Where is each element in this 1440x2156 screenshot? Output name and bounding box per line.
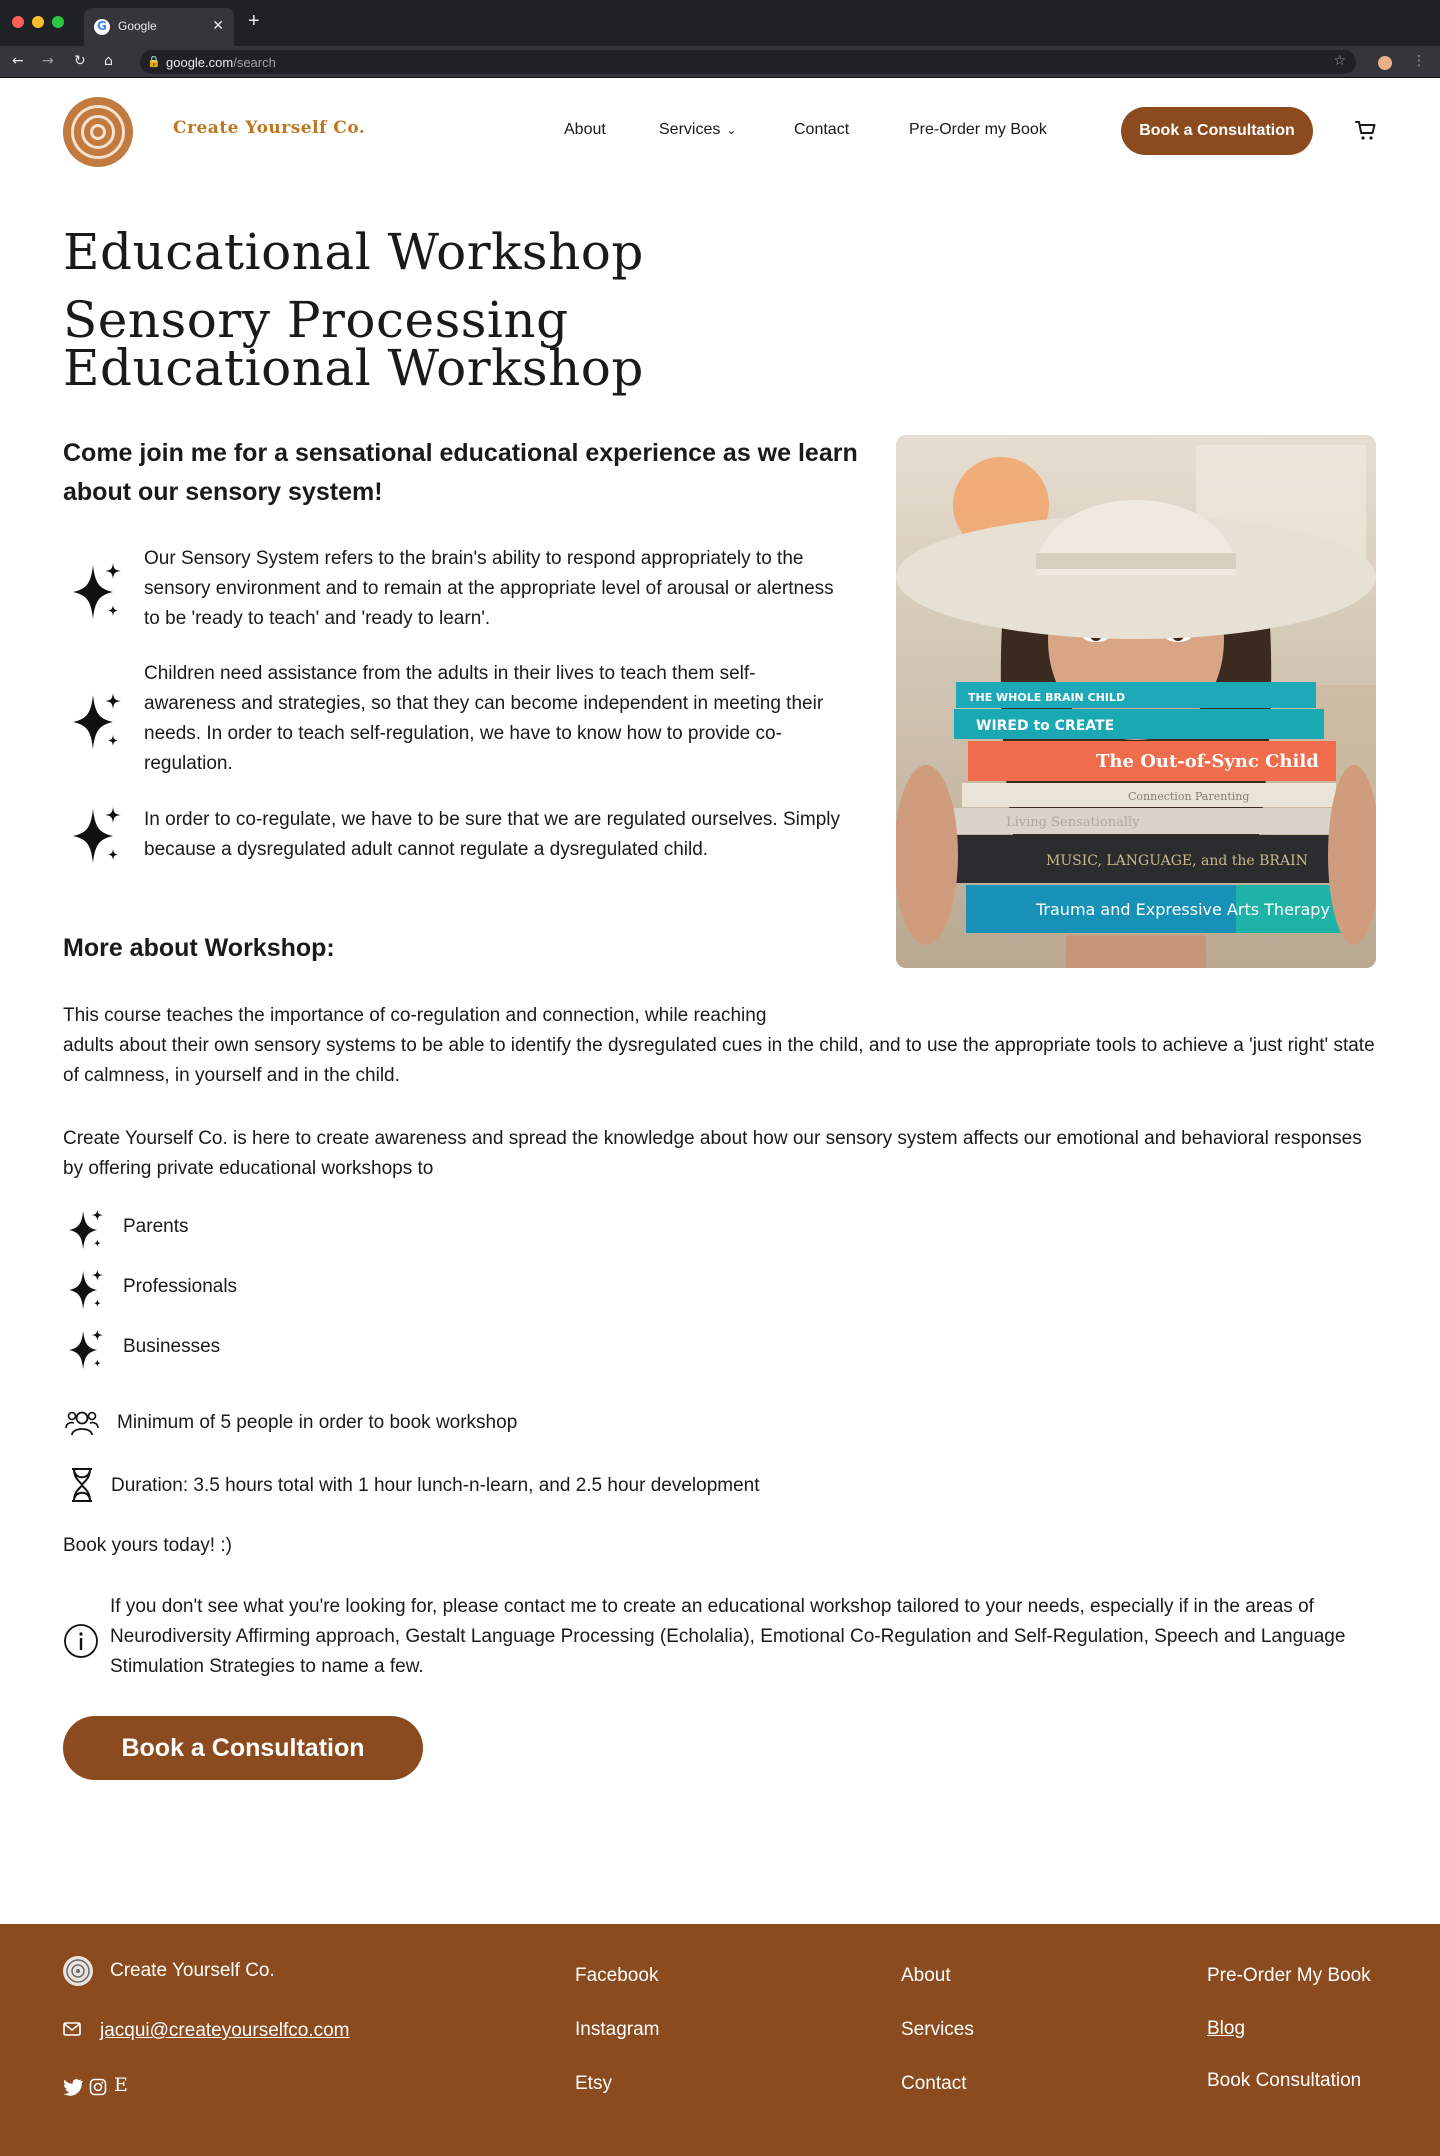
people-icon bbox=[65, 1407, 99, 1439]
info-icon bbox=[63, 1623, 99, 1659]
minimum-text: Minimum of 5 people in order to book workshop bbox=[117, 1412, 518, 1433]
etsy-icon[interactable]: E bbox=[114, 2074, 128, 2096]
forward-icon[interactable]: → bbox=[42, 53, 54, 69]
header-book-consultation-button[interactable]: Book a Consultation bbox=[1121, 107, 1313, 155]
hourglass-icon bbox=[70, 1467, 94, 1503]
book-spine-title: WIRED to CREATE bbox=[976, 718, 1115, 734]
site-brand-name[interactable]: Create Yourself Co. bbox=[173, 118, 366, 138]
course-paragraph-line1: This course teaches the importance of co-regulation and connection, while reaching bbox=[63, 1005, 767, 1026]
hero-photo bbox=[896, 435, 1376, 968]
cart-icon[interactable] bbox=[1354, 119, 1378, 143]
mail-icon bbox=[63, 2022, 81, 2036]
tab-close-icon[interactable]: ✕ bbox=[212, 17, 224, 33]
lead-text: Come join me for a sensational educational experience as we learn about our sensory system! bbox=[63, 439, 858, 506]
nav-about[interactable]: About bbox=[564, 121, 606, 138]
site-logo-icon[interactable] bbox=[63, 97, 133, 167]
footer-link-services[interactable]: Services bbox=[901, 2019, 974, 2040]
sparkle-icon bbox=[66, 1328, 106, 1372]
lock-icon: 🔒 bbox=[147, 55, 161, 68]
book-spine-title: Trauma and Expressive Arts Therapy bbox=[1036, 900, 1330, 919]
url-text[interactable] bbox=[166, 55, 276, 70]
awareness-paragraph: Create Yourself Co. is here to create awareness and spread the knowledge about how our sensory system affects our emotional and behavioral responses by offering private educational workshops to bbox=[63, 1128, 1362, 1179]
list-item bbox=[63, 805, 840, 871]
duration-text: Duration: 3.5 hours total with 1 hour lunch-n-learn, and 2.5 hour development bbox=[111, 1475, 760, 1496]
footer-link-etsy[interactable]: Etsy bbox=[575, 2073, 612, 2094]
browser-toolbar bbox=[0, 46, 1440, 78]
audience-label: Professionals bbox=[123, 1276, 238, 1297]
info-note bbox=[63, 1592, 1383, 1688]
bullet-text: In order to co-regulate, we have to be sure that we are regulated ourselves. Simply because a dysregulated adult cannot regulate a dysregulated child. bbox=[144, 809, 840, 860]
page-title: Educational Workshop bbox=[63, 223, 644, 281]
sparkle-icon bbox=[71, 805, 123, 867]
profile-avatar[interactable] bbox=[1378, 56, 1392, 70]
bullet-text: Children need assistance from the adults in their lives to teach them self-awareness and strategies, so that they can become independent in meeting their needs. In order to teach self-regulation, we have to know how to provide co-regulation. bbox=[144, 663, 824, 774]
window-minimize-button[interactable] bbox=[32, 16, 44, 28]
sparkle-icon bbox=[66, 1208, 106, 1252]
sparkle-icon bbox=[71, 691, 123, 753]
footer-link-facebook[interactable]: Facebook bbox=[575, 1965, 659, 1986]
course-paragraph: adults about their own sensory systems to be able to identify the dysregulated cues in the child, and to use the appropriate tools to achieve a 'just right' state of calmness, in yourself and in the child. bbox=[63, 1035, 1375, 1086]
address-bar[interactable] bbox=[140, 50, 1356, 74]
book-spine-title: The Out-of-Sync Child bbox=[1096, 751, 1319, 772]
url-host: google.com bbox=[166, 55, 234, 70]
footer-link-instagram[interactable]: Instagram bbox=[575, 2019, 660, 2040]
page-subtitle: Sensory Processing Educational Workshop bbox=[63, 291, 644, 397]
instagram-icon[interactable] bbox=[89, 2078, 107, 2096]
home-icon[interactable]: ⌂ bbox=[104, 53, 113, 69]
bookmark-star-icon[interactable]: ☆ bbox=[1333, 53, 1346, 69]
book-today-text: Book yours today! :) bbox=[63, 1535, 232, 1556]
footer-brand: Create Yourself Co. bbox=[110, 1960, 275, 1981]
footer-link-blog[interactable]: Blog bbox=[1207, 2018, 1246, 2039]
sparkle-icon bbox=[71, 561, 123, 623]
window-close-button[interactable] bbox=[12, 16, 24, 28]
book-spine-title: THE WHOLE BRAIN CHILD bbox=[968, 691, 1126, 704]
swirl-logo-icon bbox=[63, 1956, 93, 1986]
section-heading: More about Workshop: bbox=[63, 934, 335, 962]
footer-link-contact[interactable]: Contact bbox=[901, 2073, 967, 2094]
nav-services-label: Services bbox=[659, 121, 721, 138]
book-spine-title: MUSIC, LANGUAGE, and the BRAIN bbox=[1046, 853, 1308, 869]
list-item bbox=[63, 544, 833, 636]
twitter-icon[interactable] bbox=[63, 2078, 83, 2096]
google-favicon-icon: G bbox=[94, 19, 110, 35]
chevron-down-icon: ⌄ bbox=[726, 123, 737, 137]
browser-menu-icon[interactable]: ⋮ bbox=[1412, 52, 1426, 68]
tab-title: Google bbox=[118, 19, 157, 33]
window-zoom-button[interactable] bbox=[52, 16, 64, 28]
sparkle-icon bbox=[66, 1268, 106, 1312]
footer-logo-icon[interactable] bbox=[63, 1956, 93, 1986]
footer-link-book-consultation[interactable]: Book Consultation bbox=[1207, 2070, 1362, 2091]
footer-link-preorder[interactable]: Pre-Order My Book bbox=[1207, 1965, 1371, 1986]
audience-label: Parents bbox=[123, 1216, 189, 1237]
audience-label: Businesses bbox=[123, 1336, 221, 1357]
list-item bbox=[63, 659, 833, 781]
nav-services[interactable] bbox=[659, 121, 736, 139]
woman-with-books-image bbox=[896, 435, 1376, 968]
book-consultation-button[interactable]: Book a Consultation bbox=[63, 1716, 423, 1780]
nav-preorder[interactable]: Pre-Order my Book bbox=[909, 121, 1047, 138]
back-icon[interactable]: ← bbox=[12, 53, 24, 69]
info-note-text: If you don't see what you're looking for, please contact me to create an educational workshop tailored to your needs, especially if in the areas of Neurodiversity Affirming approach, Gestalt Language Processing (Echolalia), Emotional Co-Regulation and Self-Regulation, Speech and Language Stimulation Strategies to name a few. bbox=[110, 1596, 1346, 1677]
browser-tab-strip bbox=[0, 0, 1440, 46]
book-spine-title: Living Sensationally bbox=[1006, 815, 1140, 830]
reload-icon[interactable]: ↻ bbox=[74, 53, 86, 69]
bullet-text: Our Sensory System refers to the brain's ability to respond appropriately to the sensory environment and to remain at the appropriate level of arousal or alertness to be 'ready to teach' and 'ready to learn'. bbox=[144, 548, 834, 629]
url-path: /search bbox=[233, 55, 276, 70]
nav-contact[interactable]: Contact bbox=[794, 121, 850, 138]
browser-tab[interactable] bbox=[84, 8, 234, 46]
footer-email-link[interactable]: jacqui@createyourselfco.com bbox=[100, 2020, 350, 2041]
site-footer bbox=[0, 1924, 1440, 2156]
new-tab-button[interactable]: + bbox=[248, 10, 260, 32]
footer-link-about[interactable]: About bbox=[901, 1965, 951, 1986]
book-spine-title: Connection Parenting bbox=[1128, 790, 1250, 803]
